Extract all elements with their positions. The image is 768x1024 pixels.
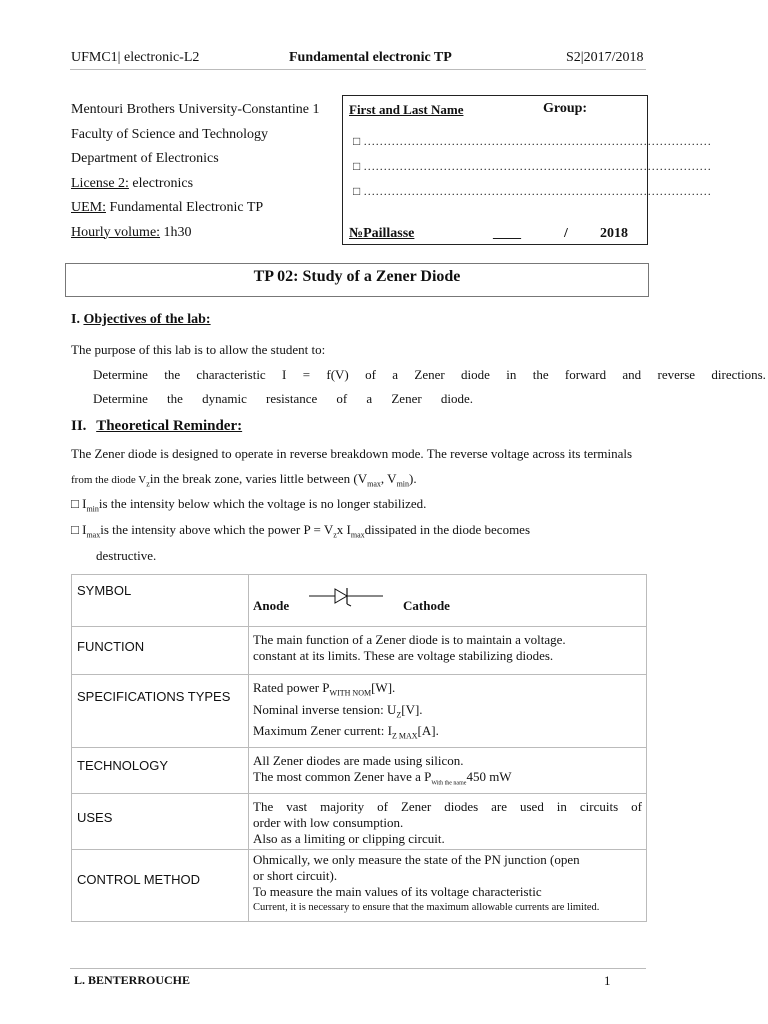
page-number: 1 (604, 973, 611, 988)
objective-1 (93, 367, 766, 383)
bullet-imin (71, 496, 426, 514)
control-label: CONTROL METHOD (72, 850, 249, 922)
specs-l1b: [W]. (371, 680, 396, 695)
word: of (365, 367, 376, 382)
table-row (72, 850, 647, 922)
volume-label: Hourly volume: (71, 224, 161, 240)
specs-label: SPECIFICATIONS TYPES (72, 675, 249, 748)
tp-title: TP 02: Study of a Zener Diode (65, 263, 649, 297)
symbol-label: SYMBOL (72, 575, 249, 627)
word: forward (564, 367, 607, 382)
word: directions. (711, 367, 766, 382)
footer-author: L. BENTERROUCHE (74, 973, 191, 987)
control-line-2: or short circuit). (253, 868, 338, 884)
table-row (72, 575, 647, 627)
word: a (366, 391, 373, 406)
b1-sub: min (86, 504, 99, 514)
specs-l1s: WITH NOM (329, 688, 372, 698)
specs-l3a: Maximum Zener current: I (253, 723, 392, 739)
anode-label: Anode (253, 598, 290, 613)
b2-sub3: max (350, 530, 365, 540)
word: Zener (400, 799, 432, 815)
p2-rest: in the break zone, varies little between (V (149, 471, 368, 486)
word: of (336, 391, 348, 406)
section-1-heading (71, 312, 211, 328)
word: are (491, 799, 508, 815)
word: the (167, 391, 183, 406)
word: the (532, 367, 549, 382)
b1-text: is the intensity below which the voltage is no longer stabilized. (98, 496, 427, 511)
p2-max: max (367, 479, 381, 489)
word: I (282, 367, 287, 382)
b2-text2: x I (336, 522, 351, 537)
word: diode. (440, 391, 473, 406)
word: of (631, 799, 642, 815)
b2-text: is the intensity above which the power P = V (100, 522, 334, 537)
p2-small: from the diode V (71, 474, 147, 486)
department: Department of Electronics (71, 151, 219, 166)
b2-sub2: z (333, 530, 337, 540)
tech-l2s: With the name (431, 780, 467, 787)
theory-paragraph-1: The Zener diode is designed to operate in reverse breakdown mode. The reverse voltage across its terminals (71, 446, 633, 461)
year: 2018 (600, 226, 628, 241)
word: majority (320, 799, 365, 815)
section-1-title: Objectives of the lab: (83, 312, 211, 327)
word: resistance (266, 391, 318, 406)
uem-value: Fundamental Electronic TP (106, 200, 264, 215)
section-2-heading (71, 418, 242, 435)
control-line-3: To measure the main values of its voltage characteristic (253, 884, 542, 900)
section-2-title: Theoretical Reminder: (96, 418, 243, 434)
p2-end: ). (409, 471, 417, 486)
word: = (302, 367, 311, 382)
section-1-number: I. (71, 312, 80, 327)
p2-min: min (396, 479, 410, 489)
technology-label: TECHNOLOGY (72, 747, 249, 794)
name-line-1[interactable]: □ …………………………………………………………………………… (353, 134, 712, 148)
control-line-1: Ohmically, we only measure the state of the PN junction (open (253, 852, 580, 868)
word: diodes (444, 799, 479, 815)
cathode-label: Cathode (403, 598, 450, 613)
control-cell (249, 850, 647, 922)
word: dynamic (202, 391, 247, 406)
p2-mid: , V (380, 471, 397, 486)
word: a (392, 367, 399, 382)
word: of (377, 799, 388, 815)
group-label: Group: (543, 101, 588, 116)
license-line (71, 172, 319, 197)
theory-paragraph-2 (71, 471, 417, 489)
table-row (72, 794, 647, 850)
bullet-imax (71, 522, 530, 540)
objective-2 (93, 391, 473, 407)
name-box-title: First and Last Name (349, 102, 464, 117)
function-line-2: constant at its limits. These are voltage stabilizing diodes. (253, 648, 554, 663)
b2-text3: dissipated in the diode becomes (364, 522, 531, 537)
header-left: UFMC1| electronic-L2 (71, 50, 200, 65)
word: diode (461, 367, 490, 382)
section-2-number: II. (71, 418, 87, 434)
function-cell (249, 627, 647, 675)
word: reverse (657, 367, 696, 382)
university: Mentouri Brothers University-Constantine 1 (71, 102, 320, 117)
date-slash: / (564, 226, 568, 241)
word: in (506, 367, 517, 382)
specs-cell (249, 675, 647, 748)
name-line-2[interactable]: □ …………………………………………………………………………… (353, 159, 712, 173)
uses-line-3: Also as a limiting or clipping circuit. (253, 831, 445, 847)
paillasse-blank[interactable]: ____ (493, 226, 521, 241)
institution-block (71, 98, 319, 245)
student-name-box (342, 95, 712, 245)
volume-line (71, 221, 319, 246)
word: and (622, 367, 642, 382)
word: the (164, 367, 181, 382)
header-rule (70, 69, 646, 70)
specs-l1a: Rated power P (253, 680, 330, 695)
tech-line-2 (253, 769, 642, 792)
tech-line-1: All Zener diodes are made using silicon. (253, 752, 464, 768)
uem-label: UEM: (71, 200, 106, 215)
word: Zener (414, 367, 445, 382)
tech-l2a: The most common Zener have a P (253, 768, 432, 784)
objectives-intro: The purpose of this lab is to allow the student to: (71, 342, 326, 357)
name-line-3[interactable]: □ …………………………………………………………………………… (353, 184, 712, 198)
specs-l2s: Z (396, 710, 402, 720)
word: f(V) (326, 367, 349, 382)
uses-label: USES (72, 794, 249, 850)
word: Determine (93, 391, 148, 406)
specs-line-2 (253, 702, 642, 724)
function-line-1: The main function of a Zener diode is to maintain a voltage. (253, 632, 566, 647)
uem-line (71, 196, 319, 221)
p2-sub: z (146, 479, 150, 489)
b2-pre: □ I (71, 522, 87, 537)
word: circuits (579, 799, 619, 815)
uses-cell (249, 794, 647, 850)
table-row (72, 675, 647, 748)
faculty: Faculty of Science and Technology (71, 126, 269, 142)
tech-l2b: 450 mW (466, 768, 512, 784)
paillasse-label: №Paillasse (349, 226, 415, 241)
volume-value: 1h30 (160, 224, 192, 240)
header-center: Fundamental electronic TP (289, 50, 452, 65)
word: Zener (391, 391, 422, 406)
b2-sub: max (86, 530, 101, 540)
table-row (72, 747, 647, 794)
uses-line-2: order with low consumption. (253, 815, 404, 831)
specs-line-1 (253, 680, 642, 702)
function-label: FUNCTION (72, 627, 249, 675)
bullet-imax-cont: destructive. (96, 548, 157, 563)
specs-l3b: [A]. (417, 723, 439, 739)
specs-line-3 (253, 723, 642, 745)
word: used (519, 799, 544, 815)
table-row (72, 627, 647, 675)
specs-l3s: Z MAX (391, 731, 418, 741)
word: vast (286, 799, 308, 815)
license-value: electronics (128, 175, 194, 191)
header-right: S2|2017/2018 (566, 50, 644, 65)
word: characteristic (196, 367, 266, 382)
word: in (556, 799, 567, 815)
zener-table (71, 574, 647, 922)
zener-diode-symbol-icon (307, 585, 387, 607)
word: Determine (93, 367, 148, 382)
technology-cell (249, 747, 647, 794)
b1-pre: □ I (71, 496, 87, 511)
word: The (253, 799, 274, 815)
control-line-4: Current, it is necessary to ensure that the maximum allowable currents are limited. (253, 902, 600, 914)
license-label: License 2: (71, 175, 129, 191)
specs-l2b: [V]. (401, 701, 423, 717)
symbol-cell (249, 575, 647, 627)
footer-rule (70, 968, 646, 969)
uses-line-1 (253, 799, 642, 815)
specs-l2a: Nominal inverse tension: U (253, 701, 397, 717)
